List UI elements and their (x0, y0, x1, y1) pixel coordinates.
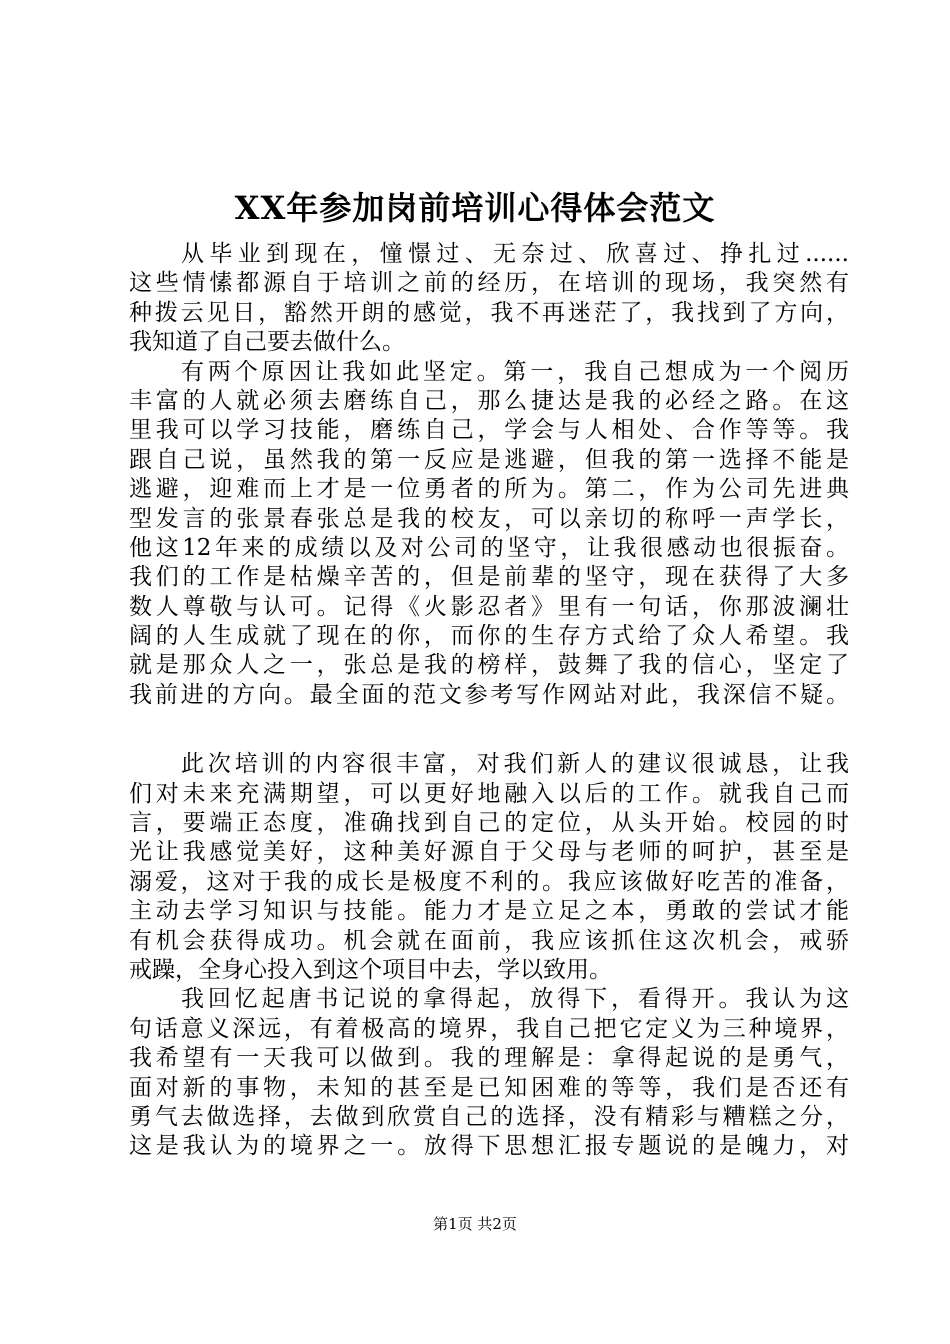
text-line: 就是那众人之一，张总是我的榜样，鼓舞了我的信心，坚定了 (129, 652, 849, 679)
text-line: 我回忆起唐书记说的拿得起，放得下，看得开。我认为这 (181, 986, 849, 1013)
text-line: 种拨云见日，豁然开朗的感觉，我不再迷茫了，我找到了方向， (129, 299, 849, 326)
text-line: 句话意义深远，有着极高的境界，我自己把它定义为三种境界， (129, 1015, 849, 1042)
text-line: 里我可以学习技能，磨练自己，学会与人相处、合作等等。我 (129, 417, 849, 444)
text-line: 勇气去做选择，去做到欣赏自己的选择，没有精彩与糟糕之分， (129, 1103, 849, 1130)
page-footer: 第1页 共2页 (433, 1215, 517, 1233)
paragraph (129, 750, 849, 985)
text-line: 逃避，迎难而上才是一位勇者的所为。第二，作为公司先进典 (129, 476, 849, 503)
document-title: XX年参加岗前培训心得体会范文 (234, 189, 716, 227)
text-line: 型发言的张景春张总是我的校友，可以亲切的称呼一声学长， (129, 505, 849, 532)
paragraph (129, 358, 849, 711)
text-line: 我前进的方向。最全面的范文参考写作网站对此，我深信不疑。 (129, 681, 849, 708)
document-body (129, 240, 849, 1162)
text-line: 丰富的人就必须去磨练自己，那么捷达是我的必经之路。在这 (129, 387, 849, 414)
paragraph (129, 985, 849, 1161)
paragraph (129, 240, 849, 358)
text-line: 我们的工作是枯燥辛苦的，但是前辈的坚守，现在获得了大多 (129, 564, 849, 591)
text-line: 数人尊敬与认可。记得《火影忍者》里有一句话，你那波澜壮 (129, 593, 849, 620)
text-line: 跟自己说，虽然我的第一反应是逃避，但我的第一选择不能是 (129, 446, 849, 473)
text-line: 溺爱，这对于我的成长是极度不利的。我应该做好吃苦的准备， (129, 868, 849, 895)
text-line: 光让我感觉美好，这种美好源自于父母与老师的呵护，甚至是 (129, 839, 849, 866)
text-line: 我希望有一天我可以做到。我的理解是：拿得起说的是勇气， (129, 1045, 849, 1072)
text-line: 们对未来充满期望，可以更好地融入以后的工作。就我自己而 (129, 780, 849, 807)
text-line: 主动去学习知识与技能。能力才是立足之本，勇敢的尝试才能 (129, 898, 849, 925)
text-line: 这些情愫都源自于培训之前的经历，在培训的现场，我突然有 (129, 270, 849, 297)
text-line: 他这12年来的成绩以及对公司的坚守，让我很感动也很振奋。 (129, 534, 849, 561)
text-line: 这是我认为的境界之一。放得下思想汇报专题说的是魄力，对 (129, 1133, 849, 1160)
text-line: 有两个原因让我如此坚定。第一，我自己想成为一个阅历 (181, 358, 849, 385)
text-line: 有机会获得成功。机会就在面前，我应该抓住这次机会，戒骄 (129, 927, 849, 954)
paragraph-gap (129, 710, 849, 750)
text-line: 我知道了自己要去做什么。 (129, 329, 405, 356)
text-line: 言，要端正态度，准确找到自己的定位，从头开始。校园的时 (129, 810, 849, 837)
text-line: 从毕业到现在，憧憬过、无奈过、欣喜过、挣扎过...... (181, 241, 849, 267)
text-line: 阔的人生成就了现在的你，而你的生存方式给了众人希望。我 (129, 623, 849, 650)
text-line: 此次培训的内容很丰富，对我们新人的建议很诚恳，让我 (181, 751, 849, 778)
text-line: 面对新的事物，未知的甚至是已知困难的等等，我们是否还有 (129, 1074, 849, 1101)
text-line: 戒躁，全身心投入到这个项目中去，学以致用。 (129, 956, 612, 983)
